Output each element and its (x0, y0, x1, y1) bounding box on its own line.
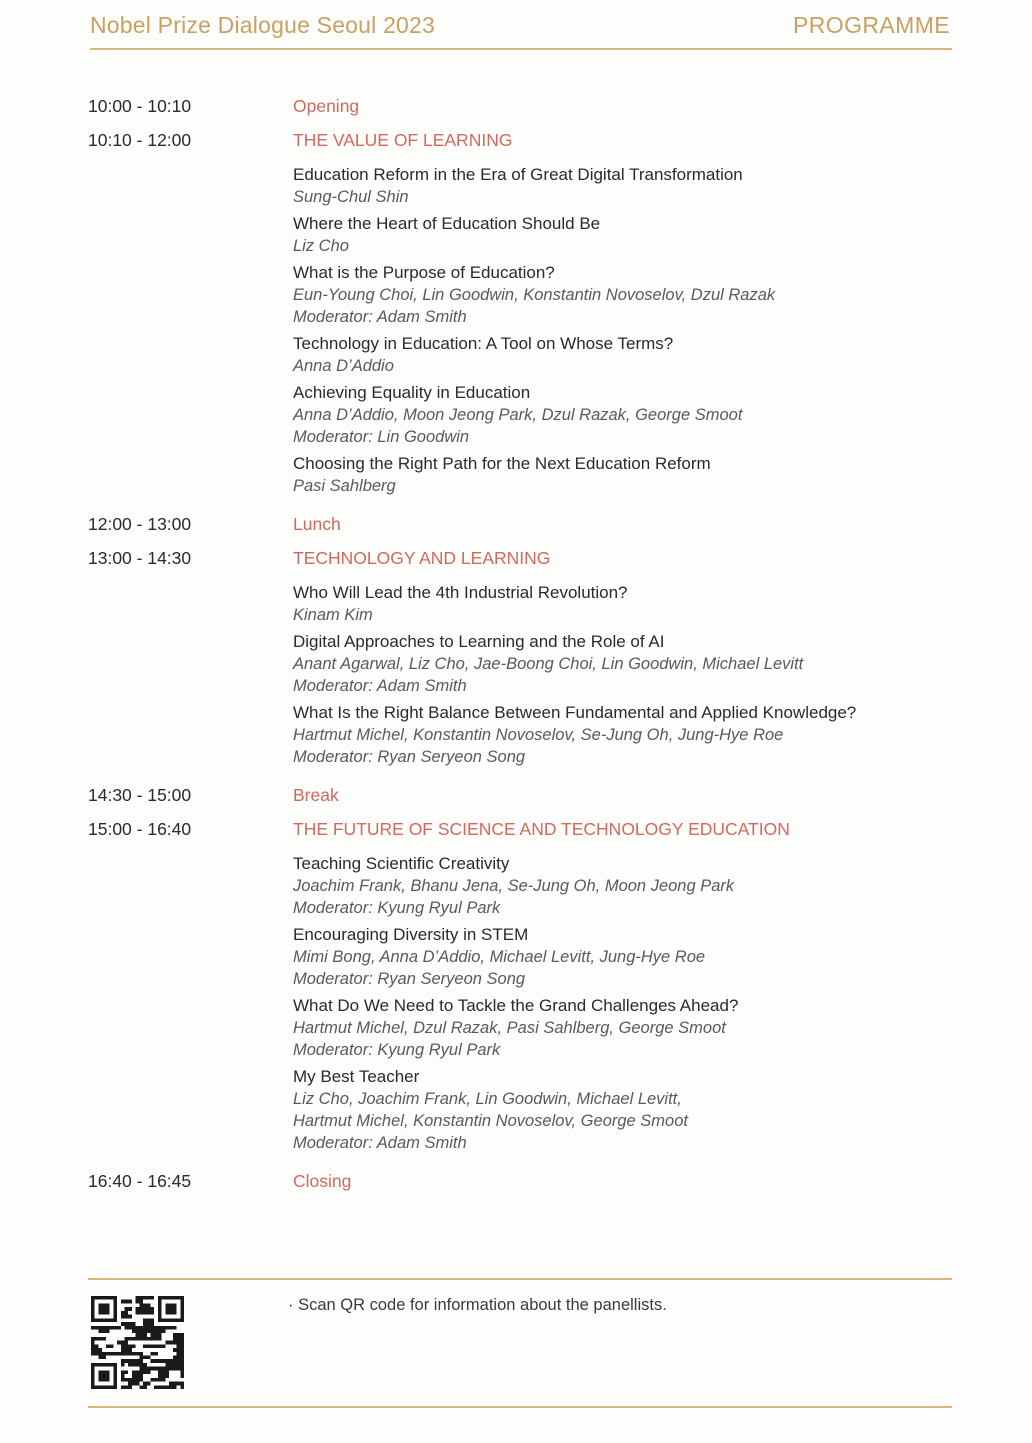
slot-label: Opening (293, 96, 360, 116)
talk-list (293, 164, 968, 497)
talk-moderator: Moderator: Ryan Seryeon Song (293, 748, 526, 766)
talk-item (293, 333, 968, 377)
talk-title: Encouraging Diversity in STEM (293, 925, 529, 944)
slot-content (293, 512, 968, 536)
talk-item (293, 853, 968, 919)
talk-list (293, 853, 968, 1154)
talk-speakers: Joachim Frank, Bhanu Jena, Se-Jung Oh, Moon Jeong Park (293, 877, 735, 895)
slot-time: 14:30 - 15:00 (88, 785, 192, 805)
talk-item (293, 631, 968, 697)
slot-time: 12:00 - 13:00 (88, 514, 192, 534)
talk-moderator: Moderator: Kyung Ryul Park (293, 899, 501, 917)
talk-title: Education Reform in the Era of Great Digital Transformation (293, 165, 743, 184)
talk-item (293, 164, 968, 208)
slot-content (293, 128, 968, 502)
talk-item (293, 262, 968, 328)
slot-time: 15:00 - 16:40 (88, 819, 192, 839)
programme-slot (88, 817, 968, 1159)
talk-title: What is the Purpose of Education? (293, 263, 555, 282)
talk-moderator: Moderator: Lin Goodwin (293, 428, 470, 446)
slot-content (293, 546, 968, 773)
programme-slot (88, 1169, 968, 1193)
slot-time: 13:00 - 14:30 (88, 548, 192, 568)
talk-item (293, 702, 968, 768)
slot-label: Lunch (293, 514, 341, 534)
footer-divider-top (88, 1278, 952, 1280)
slot-label: Closing (293, 1171, 352, 1191)
talk-speakers: Hartmut Michel, Dzul Razak, Pasi Sahlberg, George Smoot (293, 1019, 726, 1037)
talk-speakers: Hartmut Michel, Konstantin Novoselov, George Smoot (293, 1112, 688, 1130)
slot-time: 16:40 - 16:45 (88, 1171, 192, 1191)
talk-speakers: Pasi Sahlberg (293, 477, 396, 495)
talk-title: Achieving Equality in Education (293, 383, 531, 402)
slot-content (293, 817, 968, 1159)
talk-speakers: Hartmut Michel, Konstantin Novoselov, Se-Jung Oh, Jung-Hye Roe (293, 726, 784, 744)
slot-content (293, 94, 968, 118)
talk-title: Where the Heart of Education Should Be (293, 214, 601, 233)
talk-item (293, 582, 968, 626)
talk-speakers: Sung-Chul Shin (293, 188, 409, 206)
talk-title: My Best Teacher (293, 1067, 420, 1086)
talk-speakers: Anna D’Addio, Moon Jeong Park, Dzul Razak, George Smoot (293, 406, 743, 424)
talk-moderator: Moderator: Adam Smith (293, 308, 467, 326)
talk-title: Digital Approaches to Learning and the Role of AI (293, 632, 665, 651)
talk-speakers: Liz Cho, Joachim Frank, Lin Goodwin, Michael Levitt, (293, 1090, 682, 1108)
programme-slot (88, 546, 968, 773)
talk-title: What Is the Right Balance Between Fundamental and Applied Knowledge? (293, 703, 857, 722)
programme-slot (88, 94, 968, 118)
talk-moderator: Moderator: Ryan Seryeon Song (293, 970, 526, 988)
talk-speakers: Kinam Kim (293, 606, 373, 624)
programme-slot (88, 783, 968, 807)
talk-item (293, 382, 968, 448)
programme-slot (88, 128, 968, 502)
programme-schedule (88, 94, 968, 1193)
page-header (90, 12, 952, 50)
talk-item (293, 213, 968, 257)
slot-label: THE FUTURE OF SCIENCE AND TECHNOLOGY EDUCATION (293, 819, 790, 839)
slot-content (293, 1169, 968, 1193)
talk-title: Choosing the Right Path for the Next Education Reform (293, 454, 711, 473)
document-title: Nobel Prize Dialogue Seoul 2023 (90, 12, 436, 38)
talk-moderator: Moderator: Adam Smith (293, 677, 467, 695)
talk-title: What Do We Need to Tackle the Grand Challenges Ahead? (293, 996, 739, 1015)
slot-label: TECHNOLOGY AND LEARNING (293, 548, 551, 568)
talk-speakers: Anna D’Addio (293, 357, 394, 375)
qr-note: · Scan QR code for information about the panellists. (288, 1296, 667, 1314)
slot-label: THE VALUE OF LEARNING (293, 130, 513, 150)
slot-time: 10:00 - 10:10 (88, 96, 192, 116)
talk-speakers: Mimi Bong, Anna D’Addio, Michael Levitt, Jung-Hye Roe (293, 948, 706, 966)
talk-item (293, 453, 968, 497)
slot-time: 10:10 - 12:00 (88, 130, 192, 150)
slot-label: Break (293, 785, 339, 805)
talk-title: Who Will Lead the 4th Industrial Revolution? (293, 583, 628, 602)
talk-speakers: Anant Agarwal, Liz Cho, Jae-Boong Choi, Lin Goodwin, Michael Levitt (293, 655, 804, 673)
talk-title: Technology in Education: A Tool on Whose Terms? (293, 334, 674, 353)
slot-content (293, 783, 968, 807)
talk-item (293, 995, 968, 1061)
talk-title: Teaching Scientific Creativity (293, 854, 510, 873)
talk-item (293, 924, 968, 990)
talk-list (293, 582, 968, 768)
qr-code-icon[interactable] (91, 1296, 184, 1389)
talk-moderator: Moderator: Adam Smith (293, 1134, 467, 1152)
talk-moderator: Moderator: Kyung Ryul Park (293, 1041, 501, 1059)
talk-speakers: Eun-Young Choi, Lin Goodwin, Konstantin Novoselov, Dzul Razak (293, 286, 776, 304)
programme-label: PROGRAMME (793, 12, 950, 38)
talk-item (293, 1066, 968, 1154)
footer-divider-bottom (88, 1406, 952, 1408)
programme-slot (88, 512, 968, 536)
talk-speakers: Liz Cho (293, 237, 349, 255)
